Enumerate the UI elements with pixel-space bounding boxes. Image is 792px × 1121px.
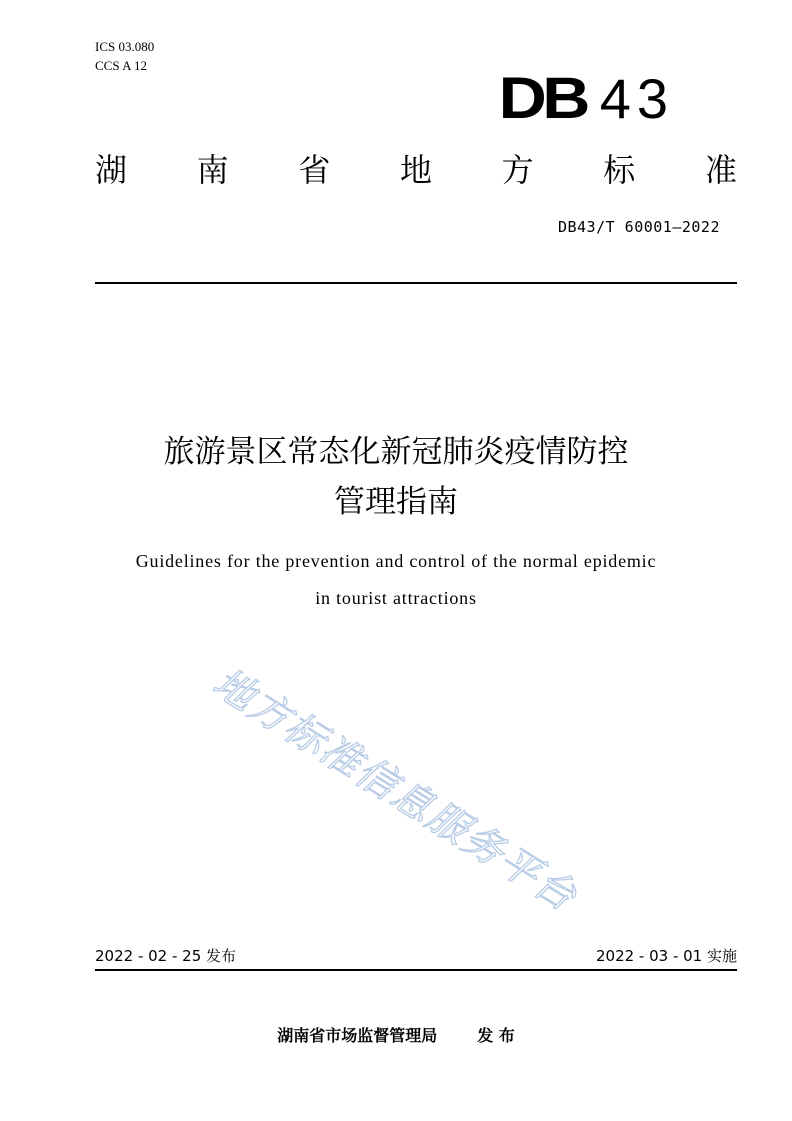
bottom-divider (95, 969, 737, 971)
db-code-mark (498, 66, 674, 131)
classification-codes (95, 37, 154, 75)
issue-date: 2022 - 02 - 25 发布 (95, 947, 237, 965)
standard-number: DB43/T 60001—2022 (557, 218, 720, 236)
standard-type-title (95, 148, 737, 192)
ccs-code: CCS A 12 (95, 58, 148, 73)
standard-type-char: 湖 (95, 151, 128, 189)
watermark-text: 地方标准信息服务平台 (204, 659, 586, 922)
standard-type-char: 标 (603, 151, 636, 189)
standard-type-char: 方 (501, 151, 534, 189)
watermark (200, 650, 640, 930)
standard-type-char: 南 (196, 151, 229, 189)
standard-type-char: 准 (704, 151, 737, 189)
standard-type-char: 地 (399, 151, 432, 189)
issuer (0, 1025, 792, 1047)
standard-type-char: 省 (298, 151, 331, 189)
issuer-organization: 湖南省市场监督管理局 (277, 1026, 438, 1045)
issuer-action: 发 布 (477, 1026, 515, 1045)
db-letters: DB (498, 66, 586, 131)
document-title-en-line1: Guidelines for the prevention and control of the normal epidemic (135, 551, 657, 571)
implementation-date: 2022 - 03 - 01 实施 (595, 947, 737, 965)
top-divider (95, 282, 737, 284)
document-title-cn-line1: 旅游景区常态化新冠肺炎疫情防控 (163, 434, 629, 470)
document-title-en-line2: in tourist attractions (315, 588, 477, 608)
ics-code: ICS 03.080 (95, 39, 155, 54)
db-number: 43 (599, 67, 674, 130)
document-title-cn-line2: 管理指南 (334, 484, 458, 520)
